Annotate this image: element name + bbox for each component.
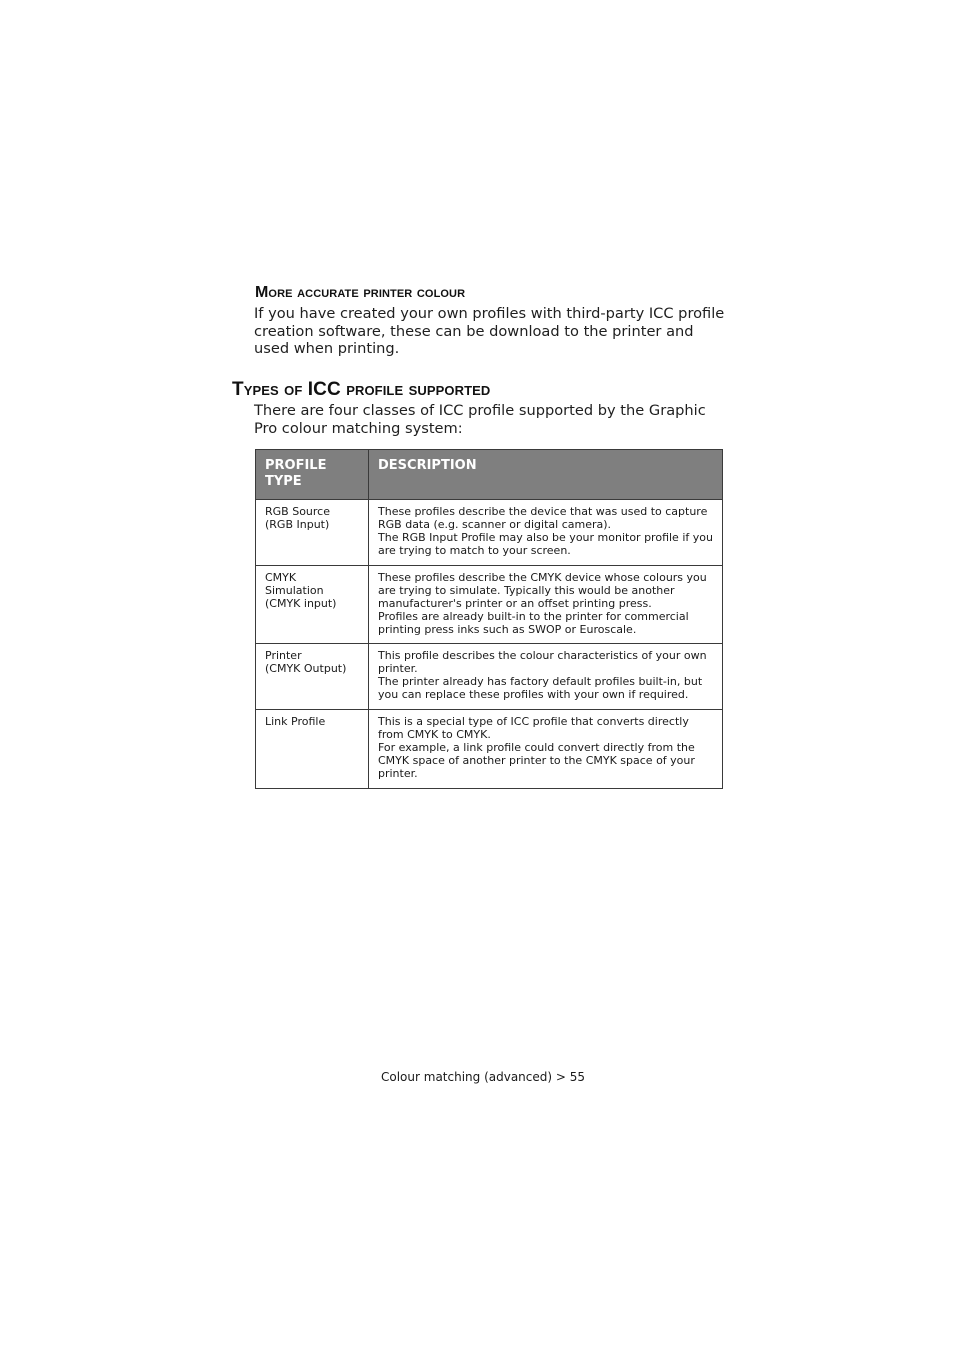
table-row (256, 566, 723, 644)
description-cell (369, 644, 723, 710)
description-text: For example, a link profile could convert directly from the CMYK space of another printer to the CMYK space of your printer. (378, 741, 695, 780)
icc-profile-table (255, 449, 723, 789)
profile-type-text: Printer (265, 649, 302, 662)
table-row (256, 500, 723, 566)
header-description: DESCRIPTION (369, 450, 723, 500)
description-text: These profiles describe the CMYK device whose colours you are trying to simulate. Typically this would be another manufacturer's printer or an offset printing press. (378, 571, 707, 610)
table-header-row (256, 450, 723, 500)
profile-type-text: (RGB Input) (265, 518, 330, 531)
description-text: The printer already has factory default profiles built-in, but you can replace these profiles with your own if required. (378, 675, 703, 701)
profile-type-text: Link Profile (265, 715, 326, 728)
description-cell (369, 710, 723, 789)
profile-type-text: (CMYK input) (265, 597, 337, 610)
description-text: Profiles are already built-in to the printer for commercial printing press inks such as SWOP or Euroscale. (378, 610, 689, 636)
profile-type-text: CMYK (265, 571, 297, 584)
table-row (256, 710, 723, 789)
profile-type-cell (256, 500, 369, 566)
profile-type-text: Simulation (265, 584, 324, 597)
header-profile-type: PROFILE TYPE (256, 450, 369, 500)
profile-type-cell (256, 644, 369, 710)
description-text: This profile describes the colour characteristics of your own printer. (378, 649, 707, 675)
profile-type-cell (256, 566, 369, 644)
description-text: The RGB Input Profile may also be your monitor profile if you are trying to match to your screen. (378, 531, 713, 557)
section-paragraph-printer-colour: If you have created your own profiles with third-party ICC profile creation software, these can be download to the printer and used when printing. (254, 305, 725, 358)
page-footer: Colour matching (advanced) > 55 (381, 1070, 586, 1084)
table-row (256, 644, 723, 710)
profile-type-text: (CMYK Output) (265, 662, 347, 675)
section-heading-printer-colour: More accurate printer colour (255, 284, 466, 301)
section-paragraph-icc-types: There are four classes of ICC profile supported by the Graphic Pro colour matching system: (254, 402, 706, 437)
profile-type-text: RGB Source (265, 505, 330, 518)
profile-type-cell (256, 710, 369, 789)
description-text: These profiles describe the device that was used to capture RGB data (e.g. scanner or digital camera). (378, 505, 708, 531)
description-cell (369, 566, 723, 644)
description-cell (369, 500, 723, 566)
description-text: This is a special type of ICC profile that converts directly from CMYK to CMYK. (378, 715, 689, 741)
section-heading-icc-types: Types of ICC profile supported (232, 379, 491, 400)
